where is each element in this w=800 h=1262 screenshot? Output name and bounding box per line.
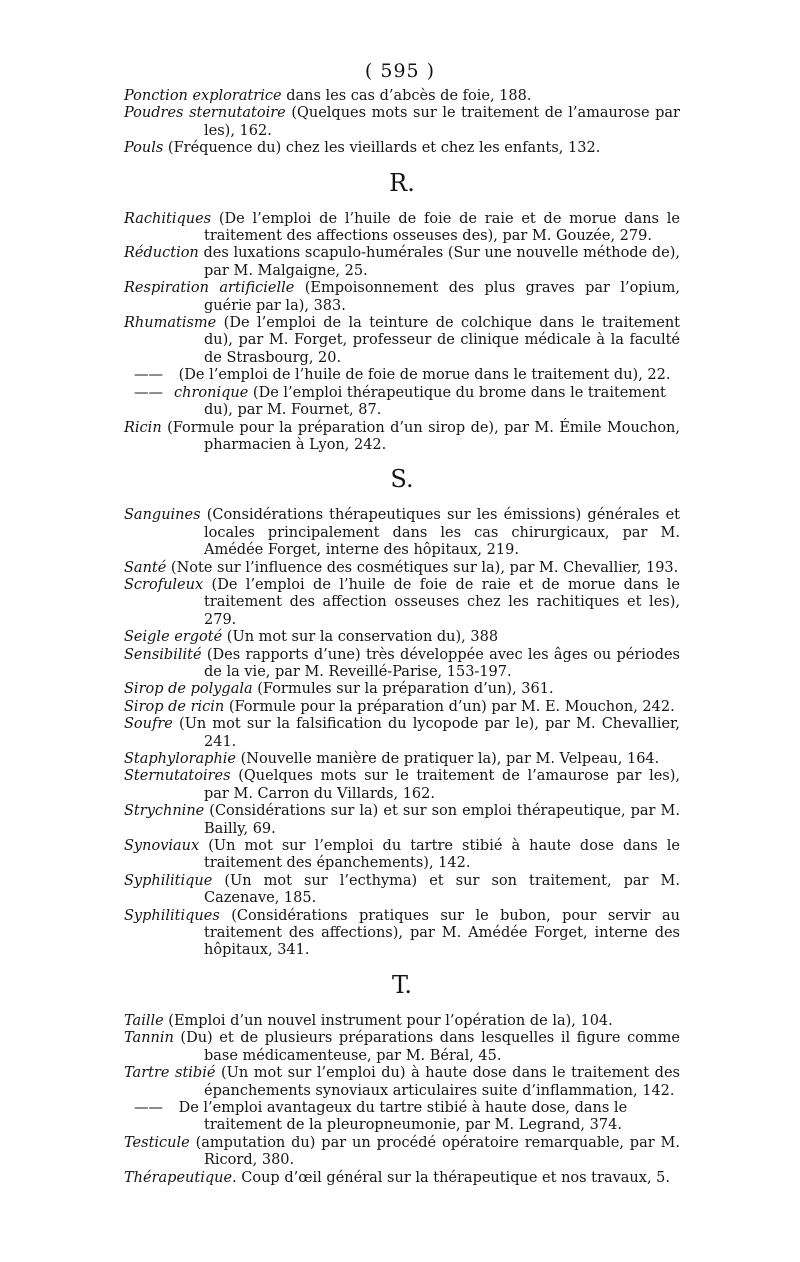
entry-text: (Quelques mots sur le traitement de l’amaurose par les), 162.	[204, 105, 680, 139]
entry-text: dans les cas d’abcès de foie, 188.	[281, 88, 532, 104]
index-body	[124, 88, 680, 1187]
entry-text: (amputation du) par un procédé opératoire remarquable, par M. Ricord, 380.	[189, 1134, 680, 1169]
index-entry	[124, 629, 680, 646]
index-entry	[124, 577, 680, 629]
entry-text: (Fréquence du) chez les vieillards et chez les enfants, 132.	[163, 140, 601, 157]
entry-text: (Empoisonnement des plus graves par l’opium, guérie par la), 383.	[204, 280, 681, 314]
entry-term: Testicule	[124, 1134, 190, 1151]
entry-text: (Un mot sur l’emploi du) à haute dose dans le traitement des épanchements synoviaux articulaires suite d’inflammation, 142.	[204, 1065, 680, 1099]
index-subentry	[124, 1100, 680, 1135]
entry-term: Seigle ergoté	[124, 629, 223, 646]
index-entry	[124, 699, 680, 716]
entry-term: Thérapeutique	[124, 1169, 233, 1186]
index-entry	[124, 507, 680, 559]
index-entry	[124, 751, 680, 768]
entry-term: Réduction	[124, 245, 199, 262]
index-entry	[124, 1013, 680, 1030]
index-entry	[124, 681, 680, 698]
entry-text: (Un mot sur la conservation du), 388	[222, 629, 499, 646]
index-entry	[124, 280, 680, 315]
entry-term: Ponction exploratrice	[124, 88, 282, 104]
entry-text: (Note sur l’influence des cosmétiques sur la), par M. Chevallier, 193.	[166, 559, 679, 576]
ditto-dash: ——	[134, 1099, 163, 1116]
section-letter-s: S.	[390, 465, 414, 494]
entry-text: (Un mot sur la falsification du lycopode par le), par M. Chevallier, 241.	[172, 716, 680, 750]
entry-text: . Coup d’œil général sur la thérapeutique et nos travaux, 5.	[232, 1169, 670, 1186]
index-entry	[124, 1030, 680, 1065]
index-entry	[124, 803, 680, 838]
entry-term: Tartre stibié	[124, 1065, 216, 1082]
entry-term: Syphilitiques	[124, 907, 220, 924]
page-number: ( 595 )	[364, 60, 436, 82]
index-subentry	[124, 385, 680, 420]
entry-term: Soufre	[124, 716, 173, 733]
entry-term: Scrofuleux	[124, 576, 204, 593]
entry-text: (De l’emploi de l’huile de foie de morue dans le traitement du), 22.	[174, 367, 671, 384]
index-entry	[124, 105, 680, 140]
entry-text: (Des rapports d’une) très développée avec les âges ou périodes de la vie, par M. Reveillé-Parise, 153-197.	[201, 646, 680, 680]
entry-text: (Formule pour la préparation d’un sirop de), par M. Émile Mouchon, pharmacien à Lyon, 242.	[161, 419, 680, 453]
entry-term: Sanguines	[124, 507, 201, 524]
entry-text: (De l’emploi de l’huile de foie de raie et de morue dans le traitement des affections osseuses des), par M. Gouzée, 279.	[204, 210, 680, 245]
index-entry	[124, 1065, 680, 1100]
entry-text: (Nouvelle manière de pratiquer la), par M. Velpeau, 164.	[236, 751, 660, 767]
ditto-dash: ——	[134, 384, 163, 401]
entry-term: Synoviaux	[124, 838, 200, 855]
index-entry	[124, 245, 680, 280]
index-entry	[124, 211, 680, 246]
entry-term: Sternutatoires	[124, 768, 231, 785]
index-entry	[124, 768, 680, 803]
index-entry	[124, 838, 680, 873]
entry-text: (Un mot sur l’ecthyma) et sur son traitement, par M. Cazenave, 185.	[204, 872, 680, 907]
entry-term: Taille	[124, 1012, 164, 1029]
entry-text: (Du) et de plusieurs préparations dans lesquelles il figure comme base médicamenteuse, par M. Béral, 45.	[173, 1030, 680, 1064]
index-entry	[124, 88, 680, 105]
entry-text: (De l’emploi thérapeutique du brome dans le traitement du), par M. Fournet, 87.	[204, 384, 666, 419]
index-entry	[124, 560, 680, 577]
entry-text: De l’emploi avantageux du tartre stibié à haute dose, dans le traitement de la pleuropneumonie, par M. Legrand, 374.	[174, 1099, 628, 1134]
entry-term: Ricin	[124, 419, 162, 436]
entry-term: Santé	[124, 559, 167, 576]
index-entry	[124, 140, 680, 157]
index-entry	[124, 1135, 680, 1170]
entry-term: Rachitiques	[124, 210, 212, 227]
index-entry	[124, 647, 680, 682]
entry-term: Strychnine	[124, 803, 205, 820]
entry-text: (De l’emploi de l’huile de foie de raie et de morue dans le traitement des affection osseuses chez les rachitiques et les), 279.	[203, 576, 680, 628]
entry-term: Rhumatisme	[124, 315, 217, 332]
entry-text: des luxations scapulo-humérales (Sur une nouvelle méthode de), par M. Malgaigne, 25.	[198, 245, 680, 279]
entry-text: (Considérations thérapeutiques sur les émissions) générales et locales principalement dans les cas chirurgicaux, par M. Amédée Forget, interne des hôpitaux, 219.	[200, 507, 680, 559]
ditto-dash: ——	[134, 367, 163, 384]
entry-term: Poudres sternutatoire	[124, 105, 286, 122]
entry-term: Sirop de polygala	[124, 681, 253, 698]
index-entry	[124, 420, 680, 455]
entry-text: (Considérations pratiques sur le bubon, pour servir au traitement des affections), par M. Amédée Forget, interne des hôpitaux, 341.	[204, 907, 680, 959]
entry-text: (Emploi d’un nouvel instrument pour l’opération de la), 104.	[163, 1012, 613, 1029]
entry-text: (De l’emploi de la teinture de colchique dans le traitement du), par M. Forget, professeur de clinique médicale à la faculté de Strasbourg, 20.	[204, 315, 680, 366]
index-entry	[124, 908, 680, 960]
entry-text: (Considérations sur la) et sur son emploi thérapeutique, par M. Bailly, 69.	[204, 803, 680, 837]
entry-text: (Un mot sur l’emploi du tartre stibié à haute dose dans le traitement des épanchements), 142.	[199, 838, 680, 872]
entry-term: Syphilitique	[124, 872, 213, 889]
index-subentry	[124, 367, 680, 384]
entry-text: (Formule pour la préparation d’un) par M. E. Mouchon, 242.	[224, 698, 675, 715]
entry-text: (Formules sur la préparation d’un), 361.	[252, 681, 554, 698]
index-entry	[124, 716, 680, 751]
index-entry	[124, 873, 680, 908]
index-entry	[124, 1170, 680, 1187]
entry-term: Sensibilité	[124, 646, 202, 663]
entry-term: Sirop de ricin	[124, 698, 225, 715]
section-letter-t: T.	[391, 970, 413, 999]
index-entry	[124, 315, 680, 367]
section-letter-r: R.	[389, 168, 415, 197]
entry-term: Respiration artificielle	[124, 280, 295, 297]
entry-term: Staphyloraphie	[124, 751, 236, 767]
entry-term: Pouls	[124, 140, 164, 157]
entry-text: (Quelques mots sur le traitement de l’amaurose par les), par M. Carron du Villards, 162.	[204, 768, 680, 802]
entry-term: Tannin	[124, 1030, 174, 1047]
entry-term: chronique	[174, 384, 249, 401]
